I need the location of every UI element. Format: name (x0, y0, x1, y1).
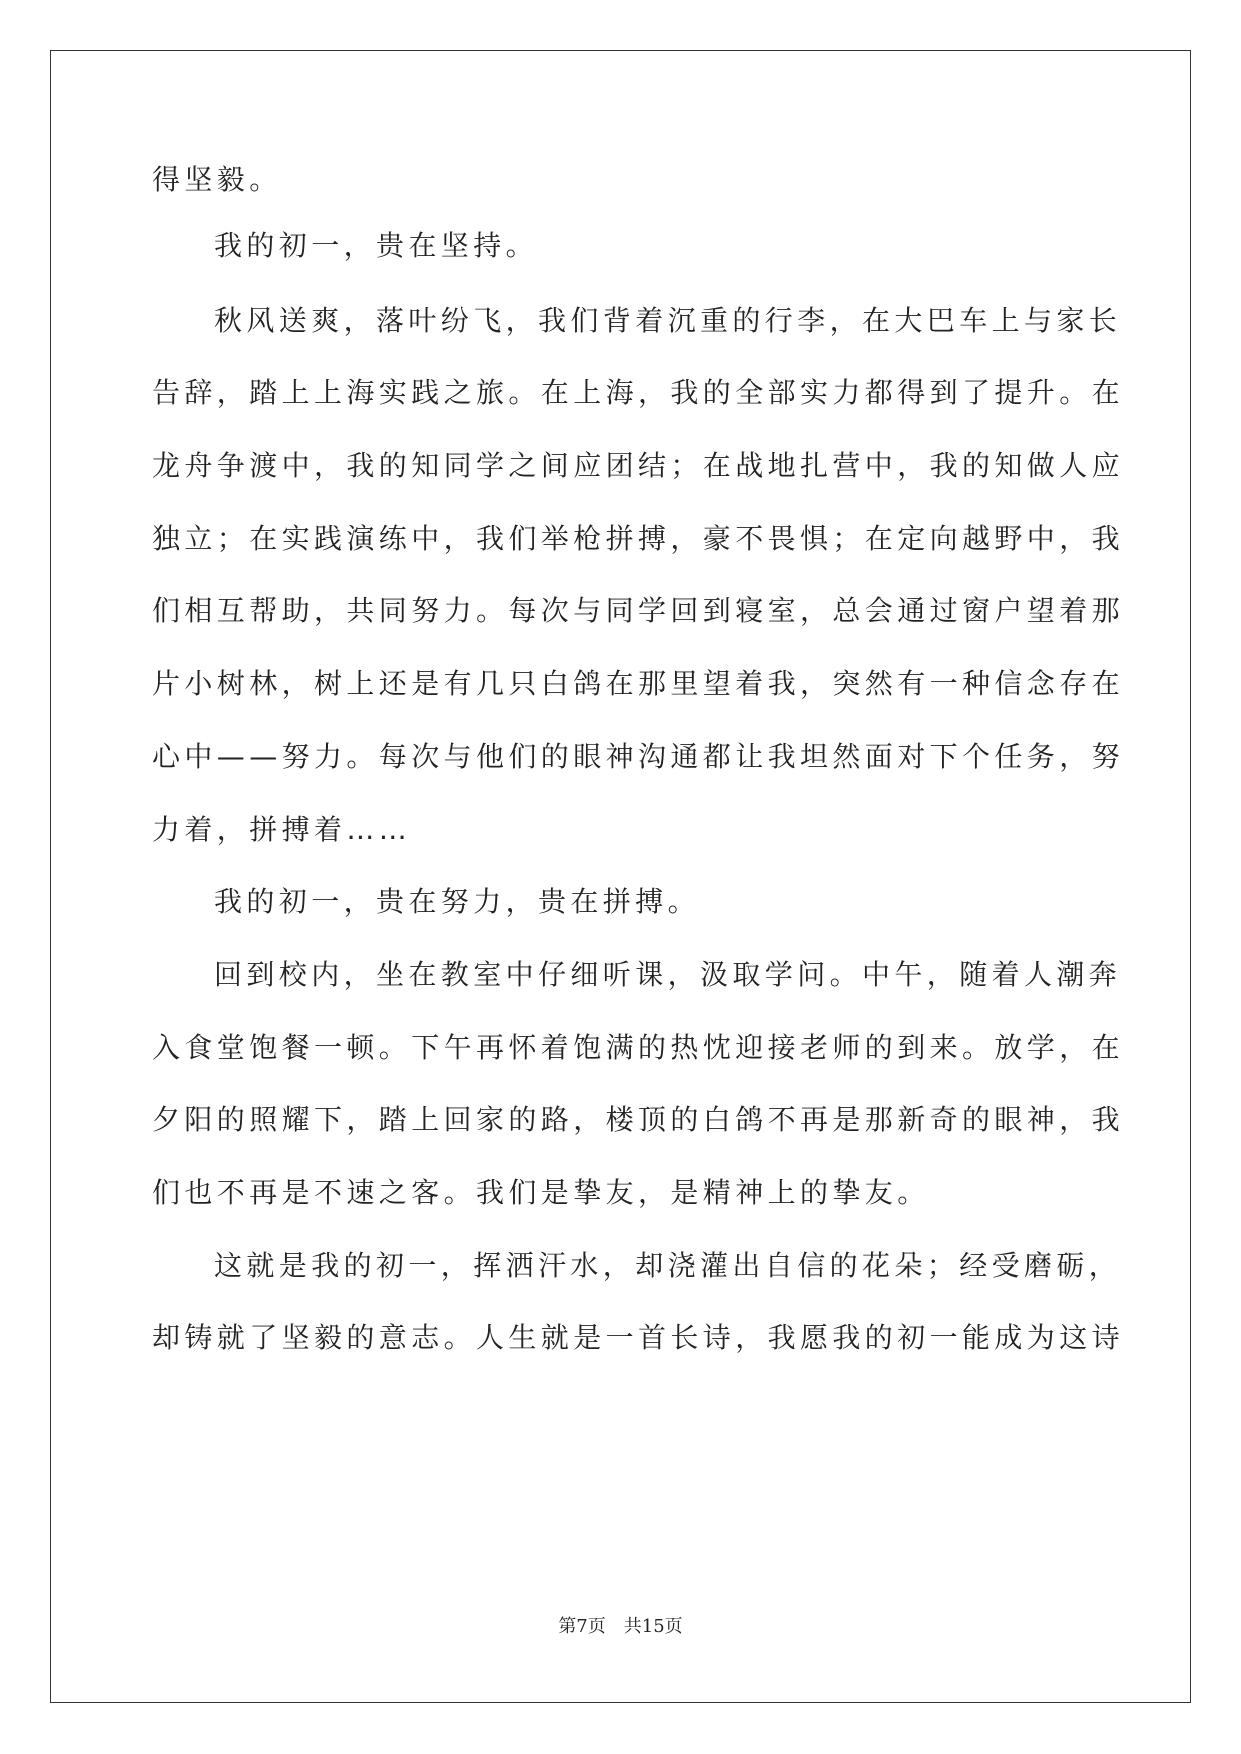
text-line: 我的初一，贵在努力，贵在拼搏。 (214, 885, 701, 918)
text-line: 们相互帮助，共同努力。每次与同学回到寝室，总会通过窗户望着那 (152, 594, 1125, 627)
text-line: 力着，拼搏着…… (152, 813, 412, 846)
page-border (50, 50, 1191, 1703)
text-line: 夕阳的照耀下，踏上回家的路，楼顶的白鸽不再是那新奇的眼神，我 (152, 1103, 1125, 1136)
text-line: 心中——努力。每次与他们的眼神沟通都让我坦然面对下个任务，努 (152, 740, 1125, 773)
text-line: 回到校内，坐在教室中仔细听课，汲取学问。中午，随着人潮奔 (214, 958, 1122, 991)
text-line: 们也不再是不速之客。我们是挚友，是精神上的挚友。 (152, 1176, 930, 1209)
text-line: 片小树林，树上还是有几只白鸽在那里望着我，突然有一种信念存在 (152, 667, 1125, 700)
text-line: 这就是我的初一，挥洒汗水，却浇灌出自信的花朵；经受磨砺， (214, 1249, 1122, 1282)
text-line: 却铸就了坚毅的意志。人生就是一首长诗，我愿我的初一能成为这诗 (152, 1321, 1125, 1354)
text-line: 入食堂饱餐一顿。下午再怀着饱满的热忱迎接老师的到来。放学，在 (152, 1031, 1125, 1064)
text-line: 独立；在实践演练中，我们举枪拼搏，豪不畏惧；在定向越野中，我 (152, 522, 1125, 555)
text-line: 秋风送爽，落叶纷飞，我们背着沉重的行李，在大巴车上与家长 (214, 304, 1122, 337)
text-line: 得坚毅。 (152, 163, 282, 196)
text-line: 我的初一，贵在坚持。 (214, 229, 539, 262)
text-line: 龙舟争渡中，我的知同学之间应团结；在战地扎营中，我的知做人应 (152, 449, 1125, 482)
page-number-footer: 第7页 共15页 (558, 1616, 683, 1637)
text-line: 告辞，踏上上海实践之旅。在上海，我的全部实力都得到了提升。在 (152, 376, 1125, 409)
